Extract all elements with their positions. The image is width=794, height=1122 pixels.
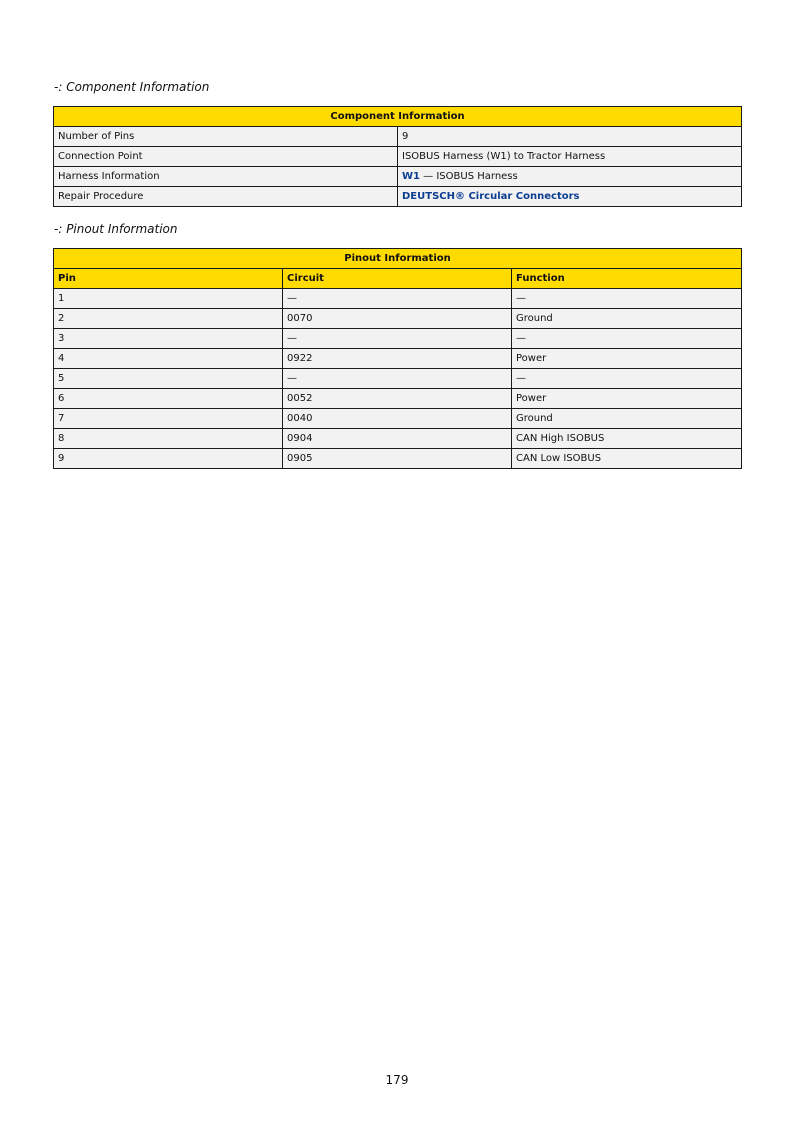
table-row [54,147,742,167]
pinout-column-header-row [54,269,742,289]
circuit-cell: 0052 [283,389,512,409]
page-number: 179 [385,1073,409,1087]
circuit-cell: — [283,369,512,389]
function-cell: — [512,369,742,389]
row-value: ISOBUS Harness (W1) to Tractor Harness [398,147,742,167]
column-header-function: Function [512,269,742,289]
pin-cell: 5 [54,369,283,389]
component-info-heading: -: Component Information [54,80,210,94]
pin-cell: 8 [54,429,283,449]
circuit-cell: 0904 [283,429,512,449]
pinout-info-table [53,248,742,469]
circuit-cell: 0905 [283,449,512,469]
table-row [54,289,742,309]
table-row [54,329,742,349]
component-info-table [53,106,742,207]
circuit-cell: — [283,329,512,349]
table-row [54,127,742,147]
function-cell: Power [512,349,742,369]
pin-cell: 2 [54,309,283,329]
table-row [54,429,742,449]
pin-cell: 4 [54,349,283,369]
component-table-title: Component Information [54,107,742,127]
table-row [54,409,742,429]
function-cell: — [512,289,742,309]
function-cell: — [512,329,742,349]
table-row [54,389,742,409]
circuit-cell: 0922 [283,349,512,369]
circuit-cell: 0070 [283,309,512,329]
harness-description: — ISOBUS Harness [420,171,518,182]
column-header-pin: Pin [54,269,283,289]
pin-cell: 3 [54,329,283,349]
pinout-table-title: Pinout Information [54,249,742,269]
pin-cell: 6 [54,389,283,409]
pin-cell: 7 [54,409,283,429]
row-label: Harness Information [54,167,398,187]
circuit-cell: — [283,289,512,309]
pinout-table-body [54,289,742,469]
table-row [54,369,742,389]
function-cell: Ground [512,309,742,329]
table-row [54,449,742,469]
table-row [54,167,742,187]
pin-cell: 1 [54,289,283,309]
table-row [54,187,742,207]
row-value [398,187,742,207]
row-label: Repair Procedure [54,187,398,207]
column-header-circuit: Circuit [283,269,512,289]
function-cell: Power [512,389,742,409]
pinout-table-title-row [54,249,742,269]
circuit-cell: 0040 [283,409,512,429]
component-table-title-row [54,107,742,127]
row-value: 9 [398,127,742,147]
function-cell: CAN Low ISOBUS [512,449,742,469]
repair-procedure-link[interactable]: DEUTSCH® Circular Connectors [402,191,580,202]
pin-cell: 9 [54,449,283,469]
row-label: Number of Pins [54,127,398,147]
row-value [398,167,742,187]
harness-w1-link[interactable]: W1 [402,171,420,182]
function-cell: CAN High ISOBUS [512,429,742,449]
row-label: Connection Point [54,147,398,167]
function-cell: Ground [512,409,742,429]
table-row [54,349,742,369]
pinout-info-heading: -: Pinout Information [54,222,178,236]
table-row [54,309,742,329]
